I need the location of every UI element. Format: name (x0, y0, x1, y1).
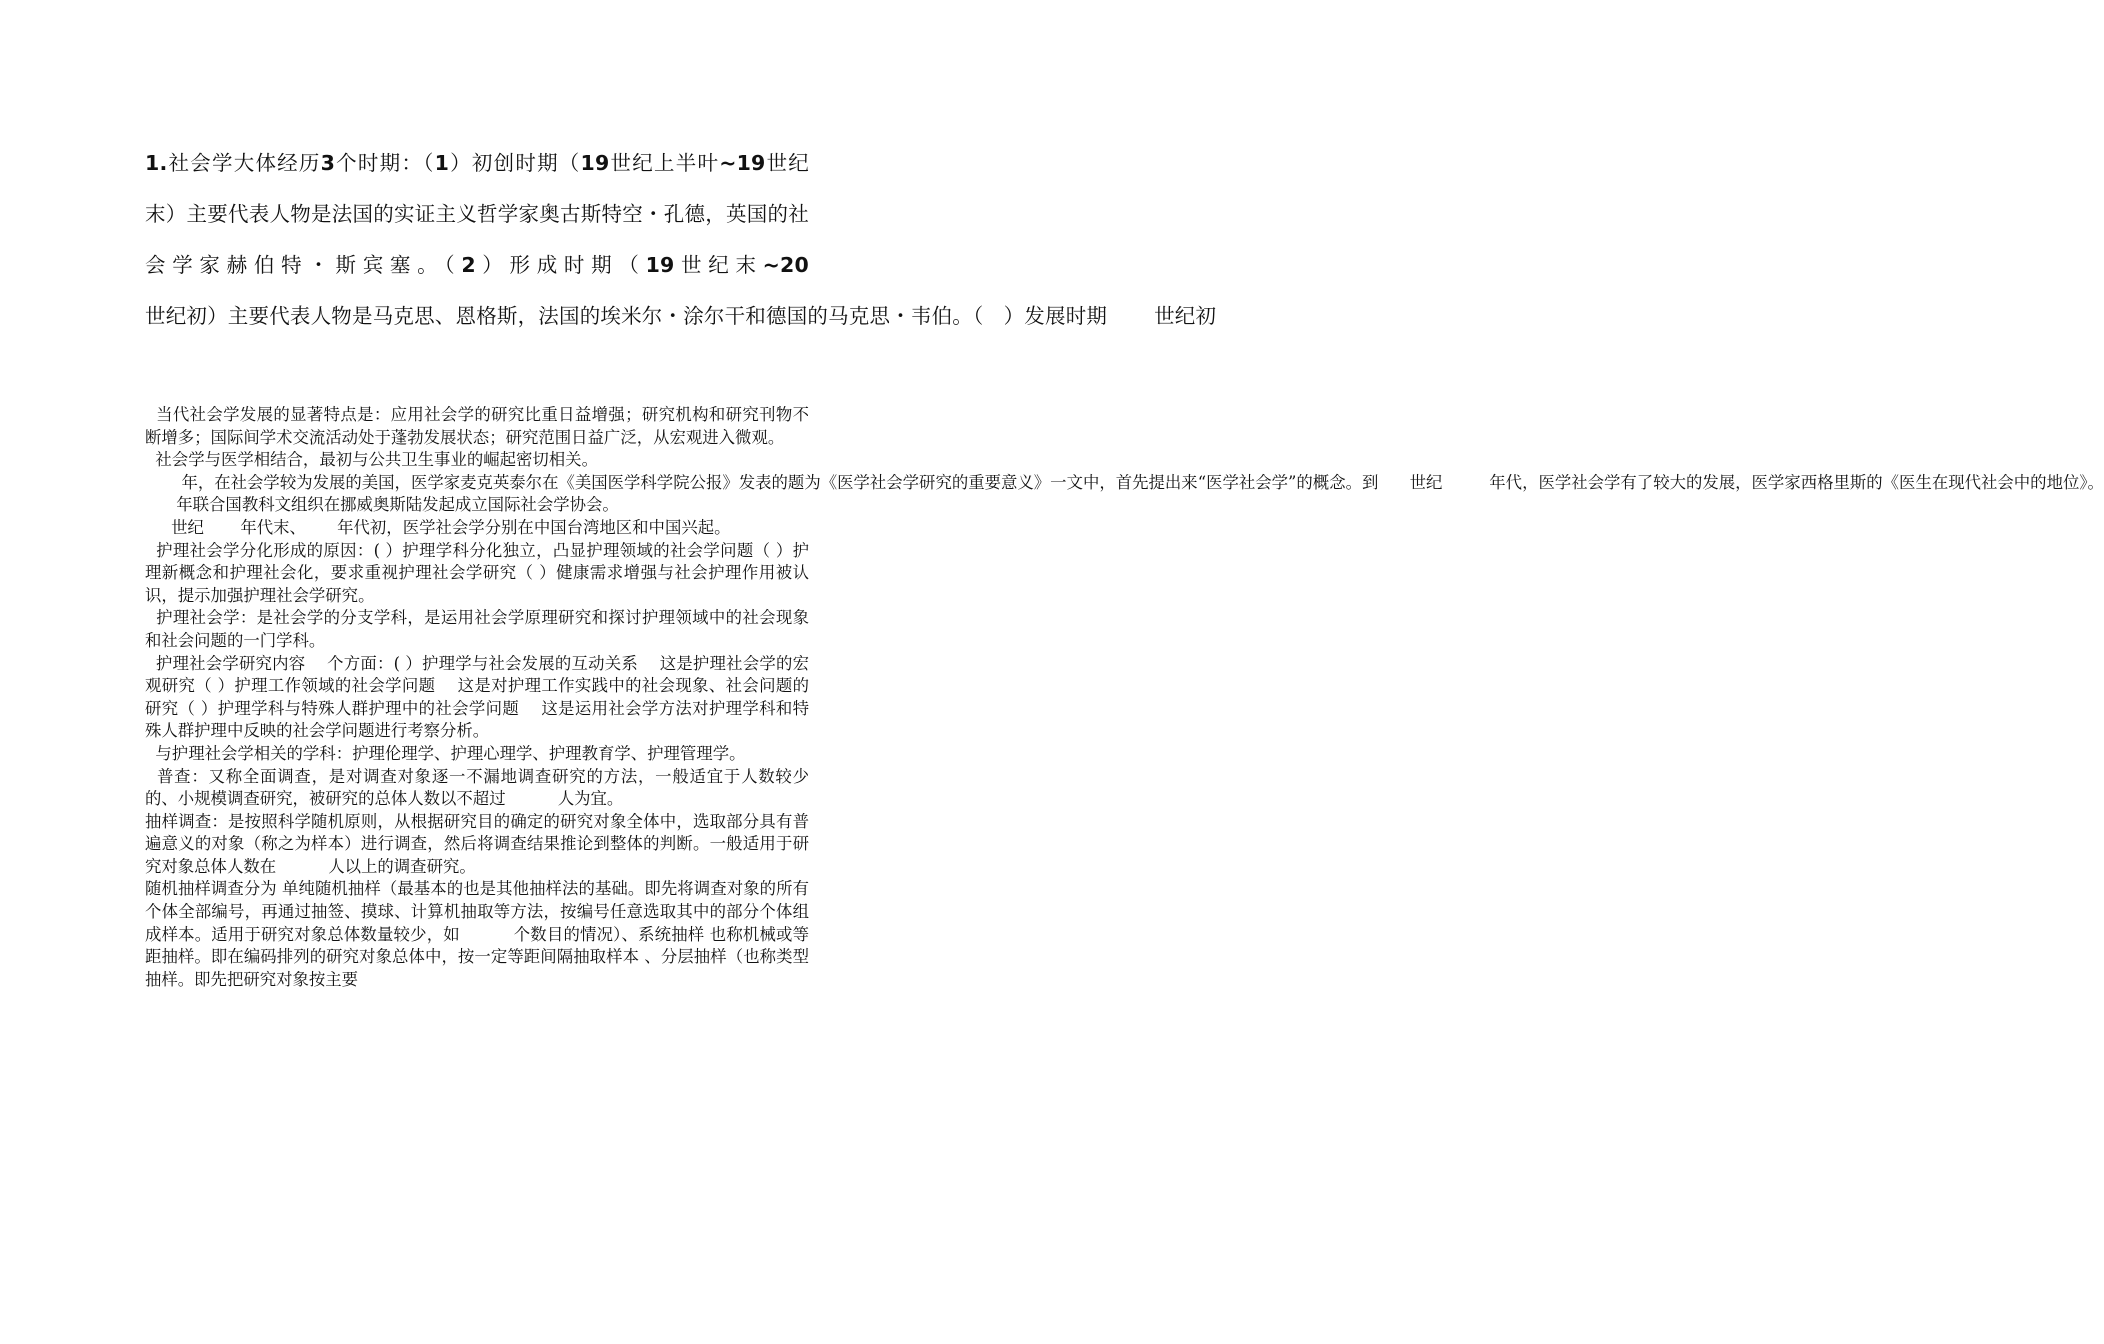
paragraph-random-sampling: 随机抽样调查分为 单纯随机抽样（最基本的也是其他抽样法的基础。即先将调查对象的所有个体全部编号，再通过抽签、摸球、计算机抽取等方法，按编号任意选取其中的部分个体组成样本。适用于研究对象总体数量较少，如 个数目的情况）、系统抽样 也称机械或等距抽样。即在编码排列的研究对象总体中，按一定等距间隔抽取样本 、分层抽样（也称类型抽样。即先把研究对象按主要 (145, 879, 809, 989)
heading-text-4: 世纪上半叶 (609, 151, 720, 175)
heading-text-3: ）初创时期（ (449, 151, 581, 175)
heading-paragraph (145, 138, 1217, 342)
heading-text-8: 世纪初）主要代表人物是马克思、恩格斯，法国的埃米尔・涂尔干和德国的马克思・韦伯。（ ）发展时期 世纪初 (145, 304, 1217, 328)
heading-text-7: 世纪末 (674, 253, 763, 277)
paragraph-medicine-link: 社会学与医学相结合，最初与公共卫生事业的崛起密切相关。 (155, 450, 598, 470)
paragraph-related-disciplines: 与护理社会学相关的学科：护理伦理学、护理心理学、护理教育学、护理管理学。 (155, 743, 746, 763)
heading-text-5: 世纪末）主要代表人物是法国的实证主义哲学家奥古斯特空・孔德，英国的社会学家赫伯特・斯宾塞。（ (145, 151, 810, 277)
paragraph-research-content: 护理社会学研究内容 个方面：( ）护理学与社会发展的互动关系 这是护理社会学的宏观研究（ ）护理工作领域的社会学问题 这是对护理工作实践中的社会现象、社会问题的研究（ ）护理学科与特殊人群护理中的社会学问题 这是运用社会学方法对护理学科和特殊人群护理中反映的社会学问题进行考察分析。 (145, 653, 809, 741)
paragraph-medical-sociology-origin: 年，在社会学较为发展的美国，医学家麦克英泰尔在《美国医学科学院公报》发表的题为《医学社会学研究的重要意义》一文中，首先提出来“医学社会学”的概念。到 世纪 年代，医学社会学有了较大的发展，医学家西格里斯的《医生在现代社会中的地位》。 (181, 472, 2104, 492)
heading-number-3: 3 (320, 151, 336, 175)
paragraph-modern-features: 当代社会学发展的显著特点是：应用社会学的研究比重日益增强；研究机构和研究刊物不断增多；国际间学术交流活动处于蓬勃发展状态；研究范围日益广泛，从宏观进入微观。 (145, 405, 809, 447)
heading-text-1: 社会学大体经历 (167, 151, 321, 175)
body-text (145, 404, 2104, 991)
heading-text-6: ）形成时期（ (475, 253, 646, 277)
paragraph-nursing-definition: 护理社会学：是社会学的分支学科，是运用社会学原理研究和探讨护理领域中的社会现象和社会问题的一门学科。 (145, 608, 809, 650)
heading-period-1: 1 (434, 151, 450, 175)
paragraph-china-rise: 世纪 年代末、 年代初，医学社会学分别在中国台湾地区和中国兴起。 (171, 517, 731, 537)
heading-text-2: 个时期：（ (335, 151, 435, 175)
heading-date-4: ~20 (762, 253, 809, 277)
paragraph-census: 普查：又称全面调查，是对调查对象逐一不漏地调查研究的方法，一般适宜于人数较少的、小规模调查研究，被研究的总体人数以不超过 人为宜。 (145, 766, 809, 809)
item-number: 1. (145, 151, 168, 175)
heading-period-2: 2 (461, 253, 476, 277)
heading-date-2: ~19 (719, 151, 766, 175)
heading-date-3: 19 (645, 253, 675, 277)
heading-date-1: 19 (580, 151, 610, 175)
paragraph-unesco: 年联合国教科文组织在挪威奥斯陆发起成立国际社会学协会。 (176, 495, 619, 515)
paragraph-nursing-causes: 护理社会学分化形成的原因：( ）护理学科分化独立，凸显护理领域的社会学问题（ ）护理新概念和护理社会化，要求重视护理社会学研究（ ）健康需求增强与社会护理作用被认识，提示加强护理社会学研究。 (145, 540, 810, 605)
paragraph-sampling-survey: 抽样调查：是按照科学随机原则，从根据研究目的确定的研究对象全体中，选取部分具有普遍意义的对象（称之为样本）进行调查，然后将调查结果推论到整体的判断。一般适用于研究对象总体人数在 人以上的调查研究。 (145, 811, 809, 876)
